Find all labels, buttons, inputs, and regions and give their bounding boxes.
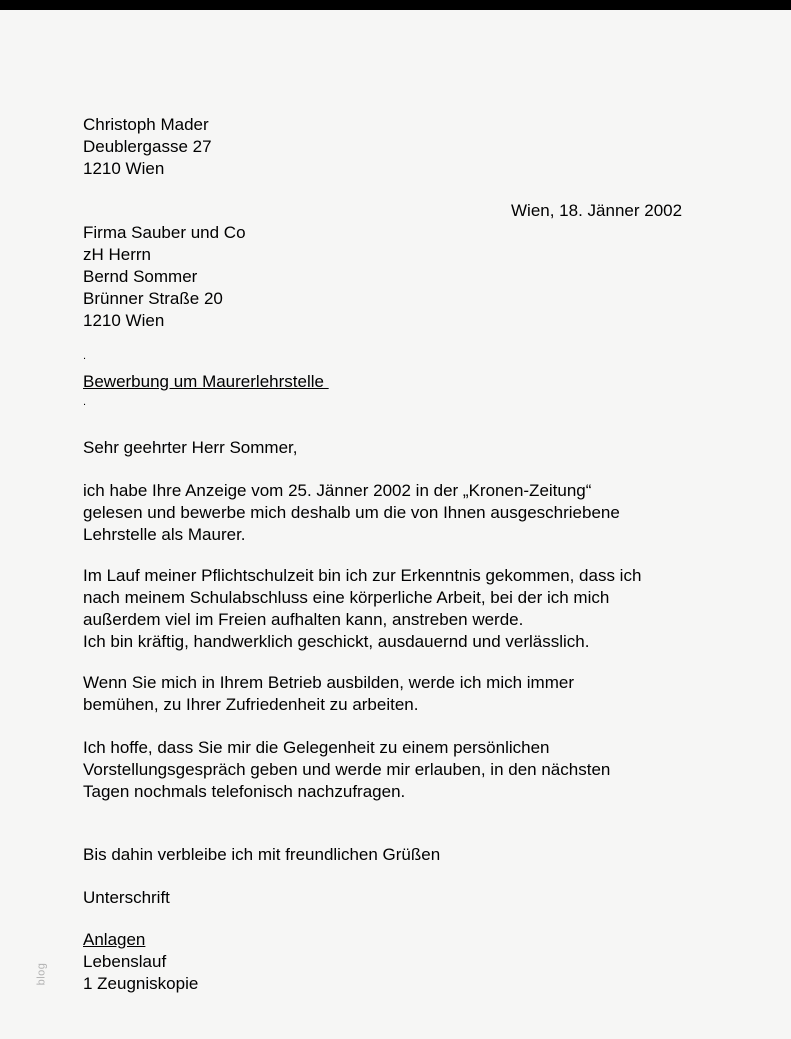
paragraph-3 <box>83 672 721 716</box>
attachment-item: Lebenslauf <box>83 952 167 971</box>
letter-body <box>0 10 791 995</box>
sender-address-block <box>83 114 721 180</box>
paragraph-line: Tagen nochmals telefonisch nachzufragen. <box>83 782 406 801</box>
mark-above-subject: . <box>83 350 87 362</box>
paragraph-line: gelesen und bewerbe mich deshalb um die von Ihnen ausgeschriebene <box>83 503 620 522</box>
recipient-name: Bernd Sommer <box>83 267 198 286</box>
paragraph-line: Ich hoffe, dass Sie mir die Gelegenheit zu einem persönlichen <box>83 738 550 757</box>
paragraph-line: Vorstellungsgespräch geben und werde mir erlauben, in den nächsten <box>83 760 611 779</box>
recipient-city: 1210 Wien <box>83 311 165 330</box>
sender-city: 1210 Wien <box>83 159 165 178</box>
paragraph-line: nach meinem Schulabschluss eine körperliche Arbeit, bei der ich mich <box>83 588 610 607</box>
date-line: Wien, 18. Jänner 2002 <box>511 201 683 220</box>
paragraph-1 <box>83 480 721 546</box>
recipient-attn: zH Herrn <box>83 245 152 264</box>
paragraph-4 <box>83 737 721 803</box>
salutation: Sehr geehrter Herr Sommer, <box>83 438 298 457</box>
top-border-bar <box>0 0 791 10</box>
paragraph-line: bemühen, zu Ihrer Zufriedenheit zu arbeiten. <box>83 695 419 714</box>
sender-street: Deublergasse 27 <box>83 137 212 156</box>
closing-line: Bis dahin verbleibe ich mit freundlichen Grüßen <box>83 845 441 864</box>
paragraph-line: ich habe Ihre Anzeige vom 25. Jänner 2002 in der „Kronen-Zeitung“ <box>83 481 592 500</box>
paragraph-line: außerdem viel im Freien aufhalten kann, anstreben werde. <box>83 610 524 629</box>
paragraph-line: Wenn Sie mich in Ihrem Betrieb ausbilden, werde ich mich immer <box>83 673 574 692</box>
recipient-address-block <box>83 222 721 332</box>
attachments-block <box>83 929 721 995</box>
paragraph-line: Ich bin kräftig, handwerklich geschickt, ausdauernd und verlässlich. <box>83 632 590 651</box>
signature-label: Unterschrift <box>83 888 170 907</box>
recipient-company: Firma Sauber und Co <box>83 223 246 242</box>
attachments-heading: Anlagen <box>83 930 146 949</box>
subject-text: Bewerbung um Maurerlehrstelle <box>83 372 329 391</box>
attachment-item: 1 Zeugniskopie <box>83 974 199 993</box>
paragraph-line: Lehrstelle als Maurer. <box>83 525 246 544</box>
paragraph-2 <box>83 565 721 653</box>
paragraph-line: Im Lauf meiner Pflichtschulzeit bin ich zur Erkenntnis gekommen, dass ich <box>83 566 642 585</box>
mark-below-subject: . <box>83 396 87 408</box>
blog-watermark: blog <box>35 962 48 986</box>
subject-line <box>83 371 721 393</box>
sender-name: Christoph Mader <box>83 115 209 134</box>
recipient-street: Brünner Straße 20 <box>83 289 223 308</box>
